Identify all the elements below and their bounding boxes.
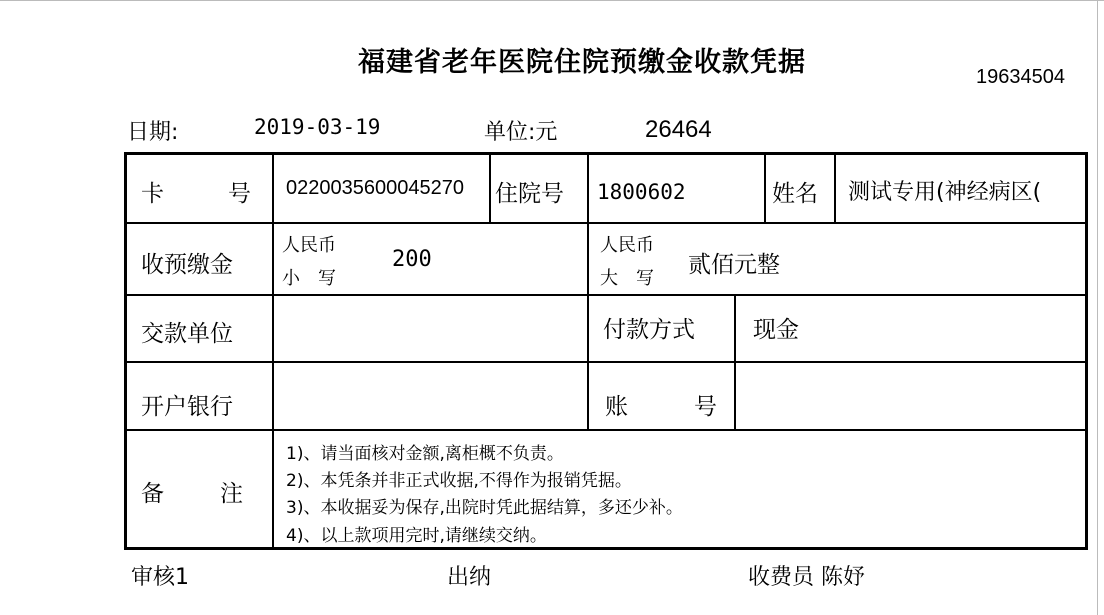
card-number-value: 0220035600045270: [286, 177, 464, 199]
serial-number: 19634504: [976, 66, 1065, 88]
remark-note-2: 2)、本凭条并非正式收据,不得作为报销凭据。: [286, 471, 632, 491]
remark-note-1: 1)、请当面核对金额,离柜概不负责。: [286, 444, 564, 464]
patient-name-value: 测试专用(神经病区(: [848, 180, 1042, 205]
date-value: 2019-03-19: [254, 115, 381, 139]
page-top-border: [0, 0, 1104, 1]
payer-unit-label: 交款单位: [141, 321, 233, 347]
row-divider: [127, 294, 1085, 296]
remark-note-4: 4)、以上款项用完时,请继续交纳。: [286, 526, 547, 546]
remarks-label-char-1: 备: [141, 481, 164, 507]
column-divider: [272, 155, 274, 547]
inpatient-number-label: 住院号: [495, 181, 564, 207]
payment-method-label: 付款方式: [603, 317, 695, 343]
card-label-char-1: 卡: [141, 181, 164, 207]
page-right-border: [1097, 0, 1098, 615]
remarks-label-char-2: 注: [220, 481, 243, 507]
unit-label: 单位:元: [484, 120, 558, 145]
big-amount-caption-1: 人民币: [600, 235, 654, 256]
row-divider: [127, 361, 1085, 363]
column-divider: [734, 294, 736, 429]
patient-name-label: 姓名: [772, 181, 818, 207]
small-amount-value: 200: [392, 247, 432, 272]
row-divider: [127, 222, 1085, 224]
small-amount-caption-2: 小 写: [282, 268, 336, 289]
receipt-form-table: [124, 152, 1088, 550]
column-divider: [587, 361, 589, 429]
inpatient-number-value: 1800602: [597, 180, 686, 204]
bank-label: 开户银行: [141, 394, 233, 420]
payment-method-value: 现金: [753, 317, 799, 343]
column-divider: [764, 155, 766, 222]
receipt-number: 26464: [645, 116, 712, 143]
big-amount-caption-2: 大 写: [600, 268, 654, 289]
card-label-char-2: 号: [228, 181, 251, 207]
prepayment-label: 收预缴金: [141, 252, 233, 278]
remark-note-3: 3)、本收据妥为保存,出院时凭此据结算，多还少补。: [286, 498, 683, 518]
account-label-char-2: 号: [694, 394, 717, 420]
reviewer-signature: 审核1: [131, 565, 189, 590]
collector-signature: 收费员 陈妤: [748, 565, 865, 590]
account-label-char-1: 账: [605, 394, 628, 420]
receipt-title: 福建省老年医院住院预缴金收款凭据: [358, 47, 806, 78]
cashier-signature: 出纳: [447, 565, 492, 590]
small-amount-caption-1: 人民币: [282, 235, 336, 256]
row-divider: [127, 429, 1085, 431]
date-label: 日期:: [127, 120, 179, 145]
column-divider: [834, 155, 836, 222]
big-amount-value: 贰佰元整: [688, 252, 780, 278]
column-divider: [489, 155, 491, 222]
